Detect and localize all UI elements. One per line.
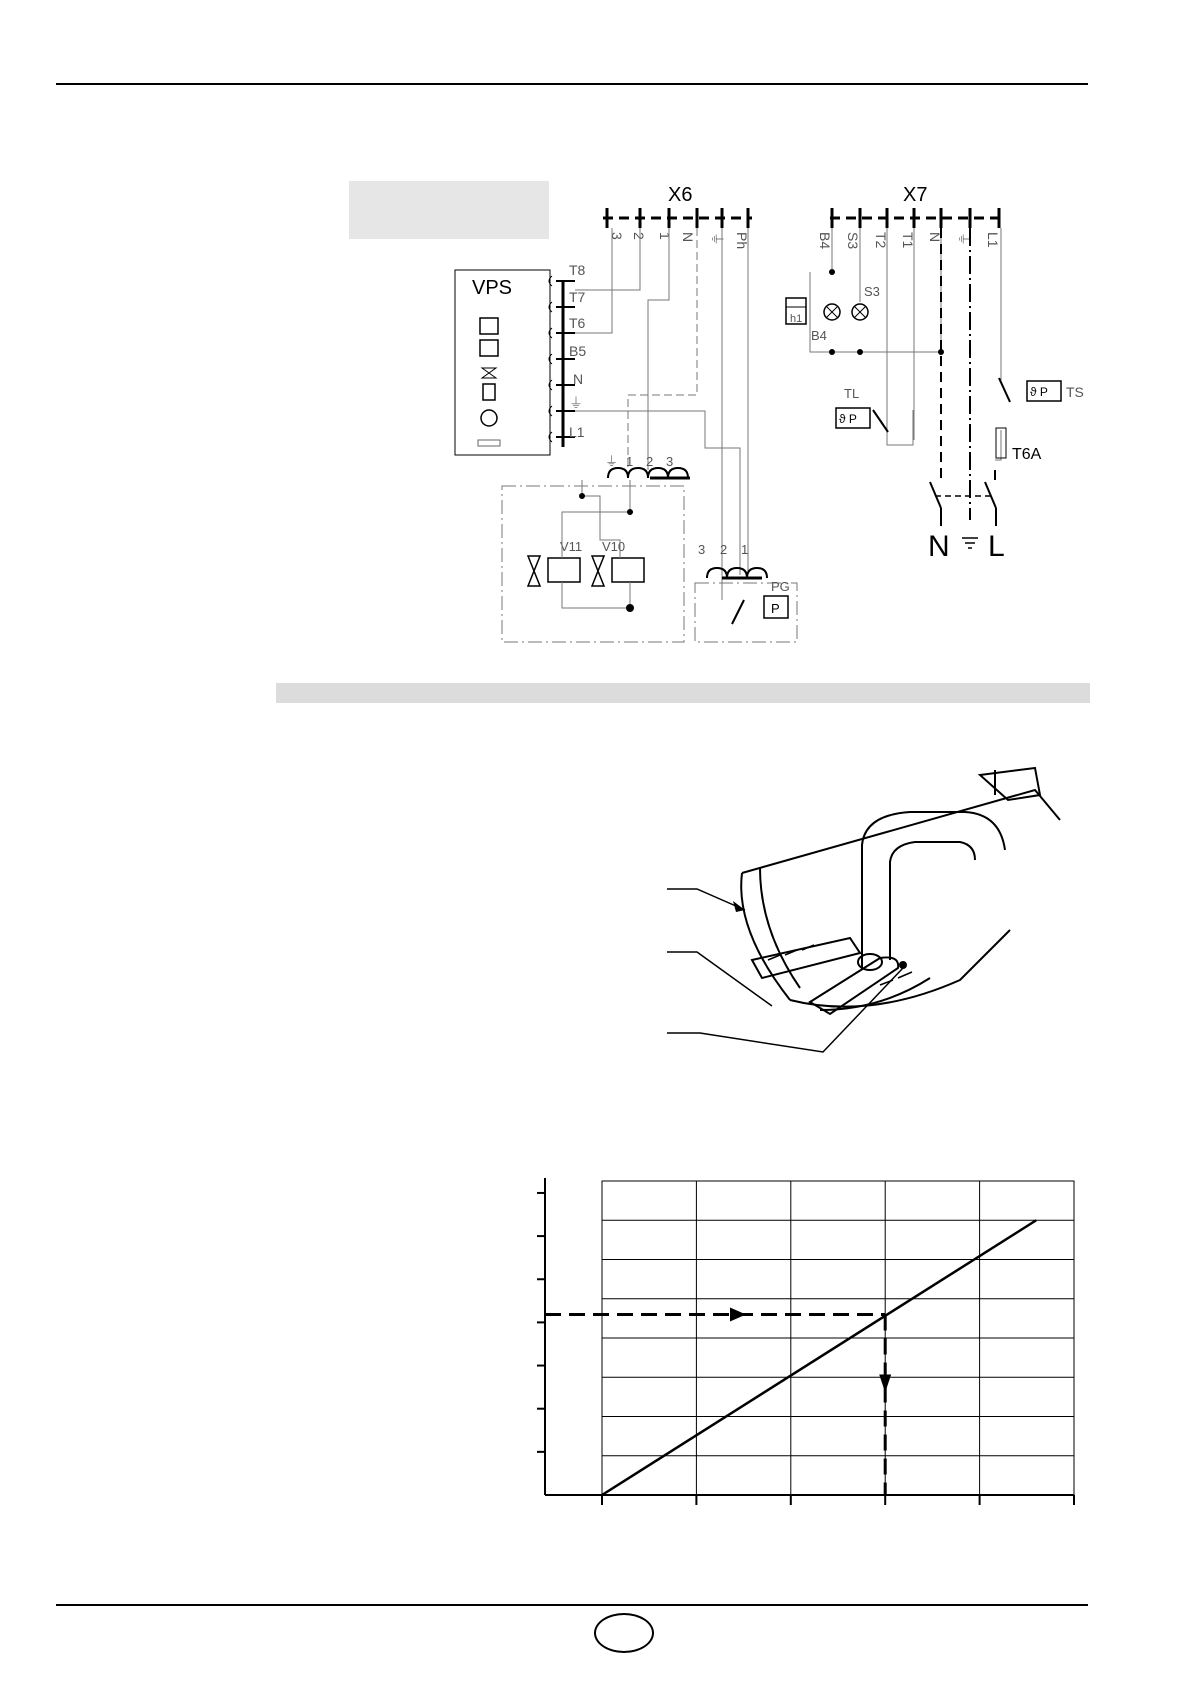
x7-tt2: T2: [873, 232, 889, 249]
vps-terminal-labels: [569, 262, 586, 440]
chart-grid: [602, 1181, 1074, 1495]
x6-tpe: ⏚: [709, 232, 725, 246]
pg-c1: 1: [741, 542, 749, 557]
x6-tn: N: [680, 232, 696, 243]
thermostat-tl: [836, 386, 888, 432]
vps-n: N: [573, 371, 584, 387]
ts-label: TS: [1066, 384, 1084, 400]
v11-label: V11: [560, 539, 583, 554]
x6-t2: 2: [631, 232, 647, 240]
x7-tpe: ⏚: [956, 232, 972, 246]
x7-tt1: T1: [900, 232, 916, 249]
series-line: [602, 1220, 1036, 1495]
fuse-label: T6A: [1012, 446, 1042, 463]
x7-label: X7: [903, 184, 928, 206]
bottom-rule: [56, 1604, 1088, 1606]
pg-c3: 3: [698, 542, 706, 557]
x7-terminal-labels: [817, 232, 1001, 249]
valve-v11: [528, 539, 582, 586]
vps-label: VPS: [472, 277, 513, 299]
pg-p: P: [771, 601, 780, 616]
reading-arrow-right: [730, 1307, 746, 1321]
n-terminal-label: N: [928, 530, 950, 563]
x6-t3: 3: [609, 232, 625, 240]
b4-label: B4: [811, 328, 827, 343]
vps-b5: B5: [569, 343, 587, 359]
fuse-t6a: [996, 428, 1042, 463]
valve-v10: [592, 539, 644, 586]
tl-symbol: ϑ P: [839, 412, 857, 426]
tl-label: TL: [844, 386, 860, 401]
vps-components: [478, 318, 500, 446]
valve-connector-labels: [605, 454, 673, 469]
vps-pe: ⏚: [569, 395, 583, 411]
vps-t6: T6: [569, 315, 586, 331]
vc-pe: ⏚: [605, 454, 619, 469]
x6-terminal-labels: [609, 232, 750, 249]
x7-tb4: B4: [817, 232, 833, 250]
wiring-diagram: [440, 175, 1084, 655]
h1-label: h1: [790, 313, 803, 325]
page-badge: [594, 1613, 654, 1653]
chart-series: [602, 1220, 1036, 1495]
indicator-h1: [786, 298, 827, 343]
vc-3: 3: [666, 454, 674, 469]
v10-label: V10: [602, 539, 626, 554]
vps-t7: T7: [569, 289, 586, 305]
pg-connector-labels: [698, 542, 748, 557]
lamps-s3: [824, 284, 880, 320]
x7-tn: N: [927, 232, 943, 243]
chart-reading-guide: [545, 1307, 891, 1495]
pressure-switch-pg: [732, 579, 790, 624]
l-terminal-label: L: [988, 530, 1005, 563]
x6-label: X6: [668, 184, 693, 206]
vps-l1: L1: [569, 424, 585, 440]
valve-connector: [608, 468, 690, 478]
vps-t8: T8: [569, 262, 586, 278]
top-rule: [56, 83, 1088, 85]
x7-terminal-posts: [832, 208, 999, 228]
pg-c2: 2: [720, 542, 728, 557]
s3-label: S3: [864, 284, 880, 299]
vc-2: 2: [646, 454, 654, 469]
reading-arrow-down: [879, 1374, 891, 1392]
vc-1: 1: [626, 454, 634, 469]
thermostat-ts: [999, 378, 1084, 402]
pg-connector: [707, 568, 767, 578]
x7-tl1: L1: [985, 232, 1001, 248]
burner-head-illustration: [655, 758, 1075, 1070]
x7-ts3: S3: [845, 232, 861, 250]
x6-t1: 1: [657, 232, 673, 240]
setting-chart: [530, 1168, 1085, 1510]
pg-label: PG: [771, 579, 790, 594]
x6-tph: Ph: [734, 232, 750, 250]
section-divider-bar: [276, 683, 1090, 703]
ts-symbol: ϑ P: [1030, 385, 1048, 399]
